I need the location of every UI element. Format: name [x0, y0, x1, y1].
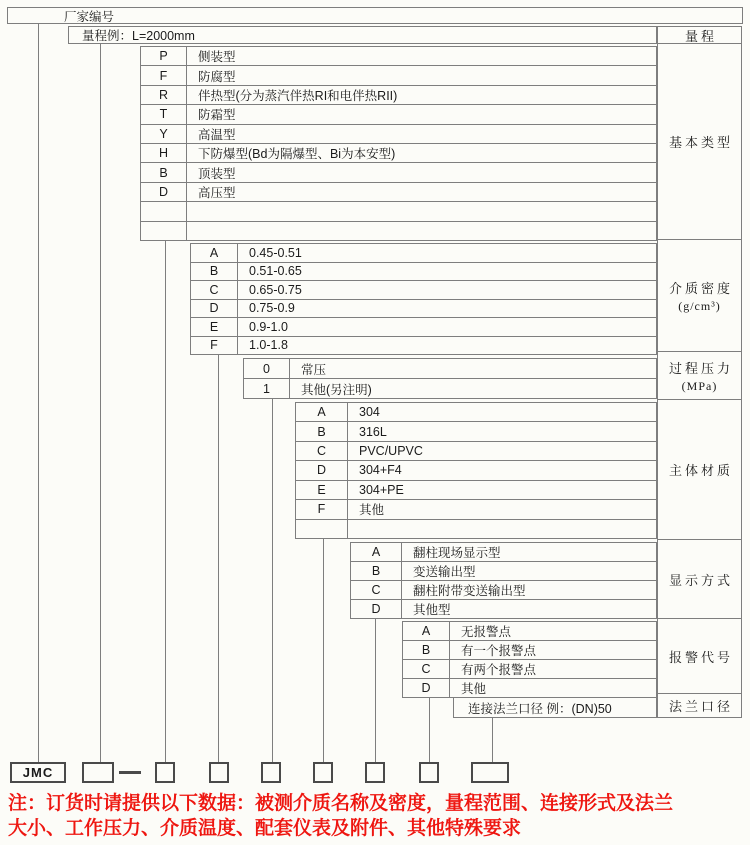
table-row [351, 562, 656, 581]
connector-line [429, 697, 430, 762]
code-cell: R [141, 86, 187, 104]
desc-cell: 其他型 [413, 603, 451, 617]
desc-cell: 有一个报警点 [461, 644, 537, 658]
table-row [403, 622, 656, 641]
table-row [191, 300, 656, 319]
code-cell: B [296, 422, 348, 440]
desc-cell: 304+F4 [359, 463, 402, 478]
desc-cell: 0.51-0.65 [249, 264, 302, 279]
connector-line [38, 23, 39, 762]
table-row [296, 442, 656, 461]
desc-cell: 侧装型 [198, 50, 236, 65]
table-row [141, 105, 656, 124]
category-process-pressure [658, 352, 741, 400]
section-process-pressure [243, 358, 657, 399]
table-row [141, 144, 656, 163]
code-cell: D [403, 679, 450, 697]
category-basic-type [658, 44, 741, 240]
desc-cell: 304+PE [359, 482, 404, 497]
desc-cell: 翻柱附带变送输出型 [413, 584, 526, 598]
table-row [191, 318, 656, 337]
code-cell: P [141, 47, 187, 65]
table-row [191, 244, 656, 263]
range-example-label: 量程例：L=2000mm [82, 29, 195, 43]
table-row [403, 660, 656, 679]
range-example-row [68, 26, 657, 44]
code-cell: F [141, 66, 187, 84]
desc-cell: 翻柱现场显示型 [413, 546, 501, 560]
code-cell: B [141, 163, 187, 181]
code-cell: Y [141, 125, 187, 143]
desc-cell: 304 [359, 405, 380, 420]
category-label: 报警代号 [668, 649, 733, 665]
table-row [244, 359, 656, 379]
category-label: 量程 [684, 28, 717, 44]
code-cell: B [351, 562, 402, 580]
table-row [191, 263, 656, 282]
category-label: 显示方式 [668, 572, 733, 588]
desc-cell: 连接法兰口径 例：(DN)50 [468, 701, 612, 716]
code-cell: C [351, 581, 402, 599]
category-label-column [657, 26, 742, 718]
connector-line [100, 43, 101, 762]
code-cell: C [191, 281, 238, 299]
connector-line [165, 240, 166, 762]
desc-cell: 高压型 [198, 185, 236, 200]
code-cell: E [191, 318, 238, 336]
table-row [454, 698, 656, 718]
manufacturer-code-row [7, 7, 743, 24]
table-row [141, 202, 656, 221]
category-unit-label: (g/cm³) [678, 298, 721, 313]
code-cell: D [296, 461, 348, 479]
table-row [191, 337, 656, 356]
ordering-note-line1: 注：订货时请提供以下数据：被测介质名称及密度，量程范围、连接形式及法兰 [8, 793, 674, 814]
code-cell: D [351, 600, 402, 618]
code-blank-box-pressure [261, 762, 281, 783]
table-row [244, 379, 656, 399]
model-prefix-box [10, 762, 66, 783]
code-blank-box-range [82, 762, 114, 783]
table-row [141, 47, 656, 66]
desc-cell: 316L [359, 424, 387, 439]
table-row [141, 66, 656, 85]
code-cell: C [296, 442, 348, 460]
desc-cell: 0.9-1.0 [249, 319, 288, 334]
desc-cell: 0.75-0.9 [249, 301, 295, 316]
table-row [141, 163, 656, 182]
table-row [141, 183, 656, 202]
code-cell: A [403, 622, 450, 640]
code-blank-box-display [365, 762, 385, 783]
desc-cell: 有两个报警点 [461, 663, 537, 677]
code-cell: H [141, 144, 187, 162]
table-row [296, 500, 656, 519]
code-cell [141, 202, 187, 220]
code-cell: C [403, 660, 450, 678]
code-cell: E [296, 481, 348, 499]
category-alarm-code [658, 619, 741, 694]
code-cell [141, 222, 187, 240]
connector-line [272, 398, 273, 762]
desc-cell: 防霜型 [198, 108, 236, 123]
category-unit-label: (MPa) [681, 378, 718, 393]
desc-cell: 变送输出型 [413, 565, 476, 579]
category-label: 介质密度 [668, 280, 733, 296]
code-blank-box-flange [471, 762, 509, 783]
table-row [141, 125, 656, 144]
desc-cell [348, 520, 656, 538]
table-row [191, 281, 656, 300]
code-cell: B [191, 263, 238, 281]
desc-cell: PVC/UPVC [359, 444, 423, 459]
code-blank-box-basic-type [155, 762, 175, 783]
desc-cell: 无报警点 [461, 625, 512, 639]
code-cell: 1 [244, 379, 290, 398]
desc-cell: 其他 [359, 503, 385, 518]
desc-cell [187, 202, 656, 220]
code-blank-box-density [209, 762, 229, 783]
code-cell: A [351, 543, 402, 561]
code-separator-dash [119, 771, 141, 774]
table-row [141, 86, 656, 105]
code-blank-box-alarm [419, 762, 439, 783]
desc-cell: 下防爆型(Bd为隔爆型、Bi为本安型) [198, 147, 396, 162]
category-body-material [658, 400, 741, 540]
code-cell: 0 [244, 359, 290, 378]
code-cell: F [296, 500, 348, 518]
code-cell: T [141, 105, 187, 123]
table-row [296, 520, 656, 539]
table-row [296, 403, 656, 422]
code-cell: D [141, 183, 187, 201]
category-label: 法兰口径 [668, 699, 733, 714]
category-medium-density [658, 240, 741, 352]
connector-line [323, 538, 324, 762]
ordering-note-line2: 大小、工作压力、介质温度、配套仪表及附件、其他特殊要求 [8, 818, 522, 839]
manufacturer-code-label: 厂家编号 [64, 9, 115, 24]
desc-cell: 伴热型(分为蒸汽伴热RI和电伴热RII) [198, 88, 398, 103]
category-label: 基本类型 [668, 135, 733, 150]
desc-cell: 其他(另注明) [301, 382, 372, 397]
desc-cell: 常压 [301, 362, 327, 377]
desc-cell: 防腐型 [198, 69, 236, 84]
desc-cell [187, 222, 656, 240]
connector-line [492, 717, 493, 762]
code-cell: F [191, 337, 238, 355]
code-cell: D [191, 300, 238, 318]
connector-line [375, 618, 376, 762]
category-label: 主体材质 [668, 463, 733, 478]
connector-line [218, 354, 219, 762]
code-cell: B [403, 641, 450, 659]
model-prefix-label: JMC [22, 765, 54, 780]
category-display-mode [658, 540, 741, 619]
desc-cell: 顶装型 [198, 166, 236, 181]
code-cell: A [296, 403, 348, 421]
desc-cell: 其他 [461, 682, 487, 696]
section-body-material [295, 402, 657, 539]
section-display-mode [350, 542, 657, 619]
table-row [296, 461, 656, 480]
table-row [403, 679, 656, 698]
table-row [351, 600, 656, 619]
table-row [296, 422, 656, 441]
category-range [658, 27, 741, 44]
section-alarm-code [402, 621, 657, 698]
code-cell [296, 520, 348, 538]
desc-cell: 0.45-0.51 [249, 245, 302, 260]
section-basic-type [140, 46, 657, 241]
section-medium-density [190, 243, 657, 355]
table-row [296, 481, 656, 500]
code-blank-box-material [313, 762, 333, 783]
section-flange-size [453, 697, 657, 718]
desc-cell: 0.65-0.75 [249, 282, 302, 297]
desc-cell: 高温型 [198, 127, 236, 142]
table-row [351, 543, 656, 562]
desc-cell: 1.0-1.8 [249, 338, 288, 353]
ordering-note [8, 791, 744, 841]
category-label: 过程压力 [668, 360, 733, 376]
table-row [403, 641, 656, 660]
table-row [351, 581, 656, 600]
category-flange-size [658, 694, 741, 717]
table-row [141, 222, 656, 241]
code-cell: A [191, 244, 238, 262]
